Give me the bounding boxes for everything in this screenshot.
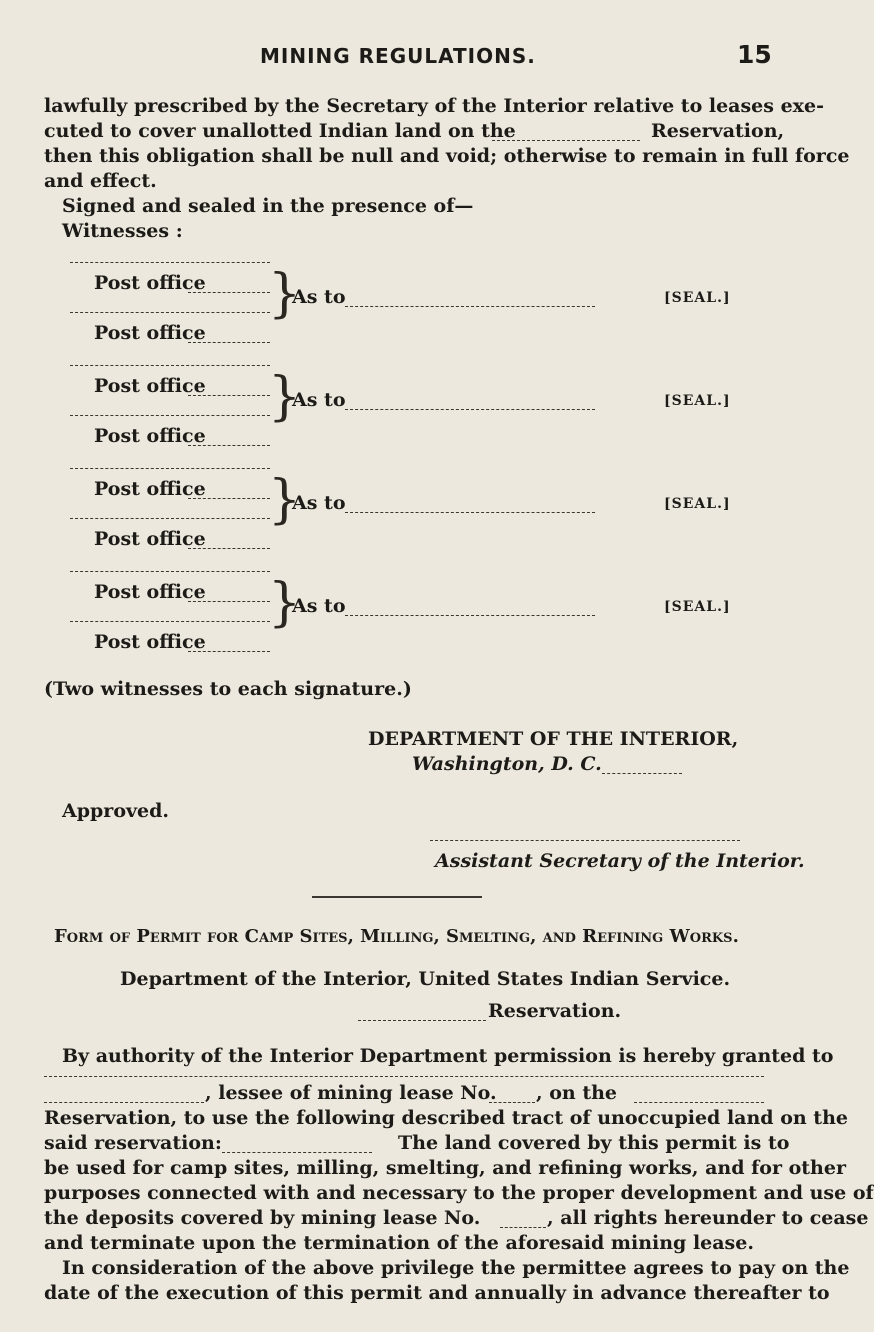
body-line-6: purposes connected with and necessary to the proper development and use of: [44, 1182, 874, 1204]
post-office-label: Post office: [94, 478, 206, 500]
running-header: MINING REGULATIONS.: [260, 44, 536, 68]
body-line-7-end: , all rights hereunder to cease: [547, 1207, 869, 1229]
page-number: 15: [737, 40, 772, 69]
post-office-label: Post office: [94, 528, 206, 550]
as-to-label: As to: [292, 286, 346, 308]
assistant-secretary: Assistant Secretary of the Interior.: [435, 850, 805, 872]
post-office-blank: [188, 395, 270, 396]
body-line-3: Reservation, to use the following described tract of unoccupied land on the: [44, 1107, 848, 1129]
body-line-2-a: , lessee of mining lease No.: [205, 1082, 497, 1104]
witness-signature-line: [70, 571, 270, 572]
signature-blank: [345, 409, 595, 410]
department-location: Washington, D. C.: [412, 753, 602, 775]
body-line-7-start: the deposits covered by mining lease No.: [44, 1207, 481, 1229]
signature-blank: [345, 615, 595, 616]
witness-signature-line: [70, 415, 270, 416]
two-witnesses-note: (Two witnesses to each signature.): [44, 678, 412, 700]
grantee-blank: [44, 1076, 764, 1077]
lessee-name-blank: [44, 1102, 204, 1103]
body-line-9: In consideration of the above privilege the permittee agrees to pay on the: [62, 1257, 850, 1279]
reservation-name-blank: [358, 1020, 486, 1021]
lease-number-blank: [500, 1227, 546, 1228]
brace-glyph: }: [268, 367, 302, 427]
brace-glyph: }: [268, 264, 302, 324]
witness-signature-line: [70, 262, 270, 263]
witnesses-label: Witnesses :: [62, 220, 183, 242]
post-office-blank: [188, 498, 270, 499]
post-office-blank: [188, 292, 270, 293]
opening-line-1: lawfully prescribed by the Secretary of the Interior relative to leases exe-: [44, 95, 824, 117]
body-line-5: be used for camp sites, milling, smelting, and refining works, and for other: [44, 1157, 846, 1179]
body-line-1: By authority of the Interior Department permission is hereby granted to: [62, 1045, 834, 1067]
seal-label: [SEAL.]: [664, 290, 731, 306]
reservation-blank: [492, 140, 640, 141]
brace-glyph: }: [268, 573, 302, 633]
witness-signature-line: [70, 312, 270, 313]
department-service: Department of the Interior, United States Indian Service.: [120, 968, 731, 990]
signature-blank: [345, 306, 595, 307]
seal-label: [SEAL.]: [664, 496, 731, 512]
witness-signature-line: [70, 518, 270, 519]
witness-signature-line: [70, 365, 270, 366]
post-office-blank: [188, 548, 270, 549]
date-blank: [602, 773, 682, 774]
reservation-label: Reservation.: [488, 1000, 622, 1022]
signature-blank: [345, 512, 595, 513]
post-office-blank: [188, 651, 270, 652]
as-to-label: As to: [292, 595, 346, 617]
reservation-blank: [634, 1102, 764, 1103]
body-line-10: date of the execution of this permit and annually in advance thereafter to: [44, 1282, 830, 1304]
tract-description-blank: [222, 1152, 372, 1153]
post-office-label: Post office: [94, 375, 206, 397]
opening-line-4: and effect.: [44, 170, 157, 192]
post-office-blank: [188, 601, 270, 602]
seal-label: [SEAL.]: [664, 599, 731, 615]
approved-label: Approved.: [62, 800, 170, 822]
form-title: Form of Permit for Camp Sites, Milling, Smelting, and Refining Works.: [54, 926, 739, 947]
post-office-blank: [188, 445, 270, 446]
post-office-label: Post office: [94, 581, 206, 603]
seal-label: [SEAL.]: [664, 393, 731, 409]
as-to-label: As to: [292, 492, 346, 514]
approval-signature-blank: [430, 840, 740, 841]
opening-line-2-start: cuted to cover unallotted Indian land on the: [44, 120, 516, 142]
body-line-4-start: said reservation:: [44, 1132, 222, 1154]
post-office-label: Post office: [94, 272, 206, 294]
brace-glyph: }: [268, 470, 302, 530]
post-office-blank: [188, 342, 270, 343]
opening-line-2-end: Reservation,: [651, 120, 785, 142]
as-to-label: As to: [292, 389, 346, 411]
body-line-8: and terminate upon the termination of the aforesaid mining lease.: [44, 1232, 754, 1254]
post-office-label: Post office: [94, 322, 206, 344]
post-office-label: Post office: [94, 425, 206, 447]
body-line-2-b: , on the: [536, 1082, 618, 1104]
witness-signature-line: [70, 621, 270, 622]
post-office-label: Post office: [94, 631, 206, 653]
witness-signature-line: [70, 468, 270, 469]
lease-number-blank: [489, 1102, 535, 1103]
signed-line: Signed and sealed in the presence of—: [62, 195, 474, 217]
opening-line-3: then this obligation shall be null and void; otherwise to remain in full force: [44, 145, 850, 167]
section-divider: [312, 896, 482, 898]
department-name: DEPARTMENT OF THE INTERIOR,: [368, 728, 739, 750]
body-line-4-end: The land covered by this permit is to: [398, 1132, 790, 1154]
